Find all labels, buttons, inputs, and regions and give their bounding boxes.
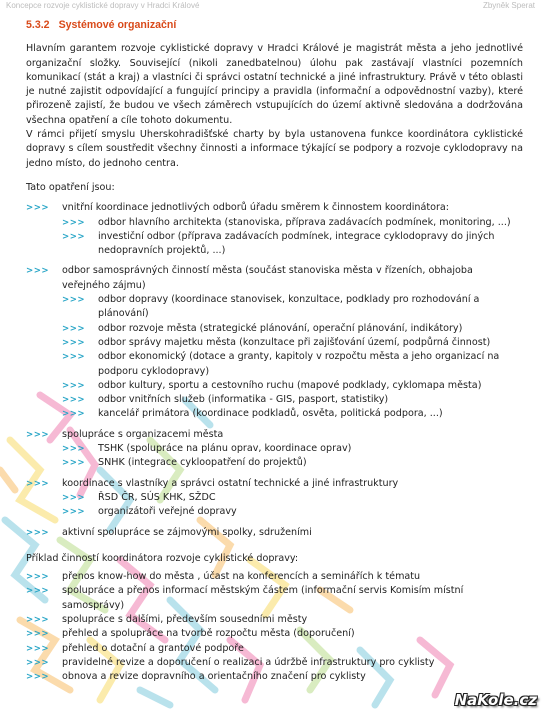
sub-list-item <box>26 230 523 259</box>
bullet-marker: >>> <box>62 231 86 242</box>
bullet-marker: >>> <box>26 266 50 277</box>
bullet-marker: >>> <box>26 643 50 654</box>
header-author: Zbyněk Sperat <box>482 1 535 10</box>
bullet-marker: >>> <box>26 629 50 640</box>
list-item-text: odbor samosprávných činností města (součást stanoviska města v řízeních, obhajoba veřejného zájmu) <box>62 265 473 291</box>
list-item-text: odbor dopravy (koordinace stanovisek, konzultace, podklady pro rozhodování a plánování) <box>98 294 480 320</box>
activities-intro: Příklad činností koordinátora rozvoje cyklistické dopravy: <box>26 552 299 564</box>
list-item-text: kancelář primátora (koordinace podkladů, osvěta, politická podpora, ...) <box>98 408 443 420</box>
list-item <box>26 428 523 442</box>
list-item-text: odbor vnitřních služeb (informatika - GIS, pasport, statistiky) <box>98 394 389 406</box>
list-item-text: přenos know-how do města , účast na konferencích a seminářích k tématu <box>62 571 421 583</box>
bullet-marker: >>> <box>62 507 86 518</box>
list-item-text: odbor kultury, sportu a cestovního ruchu (mapové podklady, cyklomapa města) <box>98 379 482 391</box>
list-item-text: aktivní spolupráce se zájmovými spolky, sdruženími <box>62 526 312 538</box>
list-item <box>26 627 523 641</box>
bullet-marker: >>> <box>26 672 50 683</box>
bullet-marker: >>> <box>62 323 86 334</box>
list-item <box>26 477 523 491</box>
measures-intro: Tato opatření jsou: <box>26 181 115 193</box>
list-item-text: koordinace s vlastníky a správci ostatní technické a jiné infrastruktury <box>62 477 399 489</box>
list-item <box>26 570 523 584</box>
list-item-text: ŘSD ČR, SÚS KHK, SŽDC <box>98 491 216 503</box>
bullet-marker: >>> <box>62 395 86 406</box>
sub-list-item <box>26 293 523 322</box>
list-item <box>26 670 523 684</box>
page-header <box>0 0 543 12</box>
sub-list-item <box>26 407 523 421</box>
sub-list-item <box>26 216 523 230</box>
list-item-text: odbor správy majetku města (konzultace při zajišťování území, podpůrná činnost) <box>98 336 491 348</box>
list-item <box>26 264 523 293</box>
activities-list <box>26 570 523 684</box>
list-item-text: odbor ekonomický (dotace a granty, kapitoly v rozpočtu města a jeho organizací na podporu cyklodopravy) <box>98 351 500 377</box>
bullet-marker: >>> <box>62 380 86 391</box>
bullet-marker: >>> <box>62 458 86 469</box>
sub-list-item <box>26 322 523 336</box>
section-number: 5.3.2 <box>26 19 50 31</box>
list-item-text: obnova a revize dopravního a orientačního značení pro cyklisty <box>62 671 366 683</box>
sub-list-item <box>26 379 523 393</box>
paragraph: Hlavním garantem rozvoje cyklistické dopravy v Hradci Králové je magistrát města a jeho jednotlivé organizační složky. Související (nikoli zanedbatelnou) úlohu pak zastávají vlastníci pozemních komunikací (stát a kraj) a vlastníci či správci ostatní technické a jiné infrastruktury. Právě v této oblasti je nutné zajistit odpovídající a fungující principy a pravidla (informační a odpovědnostní vazby), které přirozeně zajistí, že budou ve všech záměrech vstupujících do území aktivně sledována a dodržována všechna opatření a cíle tohoto dokumentu. <box>26 43 523 126</box>
list-item <box>26 584 523 613</box>
list-item-text: SNHK (integrace cykloopatření do projektů) <box>98 457 307 469</box>
bullet-marker: >>> <box>62 409 86 420</box>
bullet-marker: >>> <box>26 203 50 214</box>
bullet-marker: >>> <box>26 572 50 583</box>
measures-list <box>26 201 523 540</box>
bullet-marker: >>> <box>26 429 50 440</box>
list-item-text: spolupráce a přenos informací městským částem (informační servis Komisím místní samosprávy) <box>62 585 464 611</box>
list-item <box>26 642 523 656</box>
list-item-text: pravidelné revize a doporučení o realizaci a údržbě infrastruktury pro cyklisty <box>62 656 435 668</box>
list-item-text: přehled o dotační a grantové podpoře <box>62 642 244 654</box>
bullet-marker: >>> <box>62 492 86 503</box>
list-item-text: přehled a spolupráce na tvorbě rozpočtu města (doporučení) <box>62 628 355 640</box>
sub-list-item <box>26 505 523 519</box>
bullet-marker: >>> <box>62 337 86 348</box>
sub-list-item <box>26 350 523 379</box>
list-item-text: spolupráce s organizacemi města <box>62 428 224 440</box>
bullet-marker: >>> <box>26 614 50 625</box>
list-item-text: investiční odbor (příprava zadávacích podmínek, integrace cyklodopravy do jiných nedopravních projektů, ...) <box>98 230 495 257</box>
sub-list-item <box>26 393 523 407</box>
bullet-marker: >>> <box>26 586 50 597</box>
bullet-marker: >>> <box>62 295 86 306</box>
paragraph: V rámci přijetí smyslu Uherskohradišťské charty by byla ustanovena funkce koordinátora cyklistické dopravy s cílem soustředit všechny činnosti a informace týkající se podpory a rozvoje cyklodopravy na jedno místo, do jednoho centra. <box>26 129 523 169</box>
bullet-marker: >>> <box>26 657 50 668</box>
sub-list-item <box>26 336 523 350</box>
bullet-marker: >>> <box>62 352 86 363</box>
sub-list-item <box>26 442 523 456</box>
list-item <box>26 526 523 540</box>
list-item <box>26 656 523 670</box>
list-item <box>26 613 523 627</box>
bullet-marker: >>> <box>62 217 86 228</box>
list-item-text: TSHK (spolupráce na plánu oprav, koordinace oprav) <box>98 443 352 455</box>
header-document-title: Koncepce rozvoje cyklistické dopravy v Hradci Králové <box>6 1 200 10</box>
bullet-marker: >>> <box>26 527 50 538</box>
sub-list-item <box>26 491 523 505</box>
list-item <box>26 201 523 215</box>
section-title <box>26 18 523 32</box>
list-item-text: spolupráce s dalšími, především sousedními městy <box>62 613 308 625</box>
list-item-text: odbor hlavního architekta (stanoviska, příprava zadávacích podmínek, monitoring, ...) <box>98 216 511 228</box>
bullet-marker: >>> <box>62 444 86 455</box>
sub-list-item <box>26 456 523 470</box>
bullet-marker: >>> <box>26 478 50 489</box>
list-item-text: vnitřní koordinace jednotlivých odborů úřadu směrem k činnostem koordinátora: <box>62 202 450 214</box>
document-body <box>26 18 523 684</box>
list-item-text: odbor rozvoje města (strategické plánování, operační plánování, indikátory) <box>98 322 463 334</box>
section-title-text: Systémové organizační <box>58 19 177 31</box>
nakole-logo: NaKole.cz <box>454 691 537 709</box>
list-item-text: organizátoři veřejné dopravy <box>98 506 237 518</box>
